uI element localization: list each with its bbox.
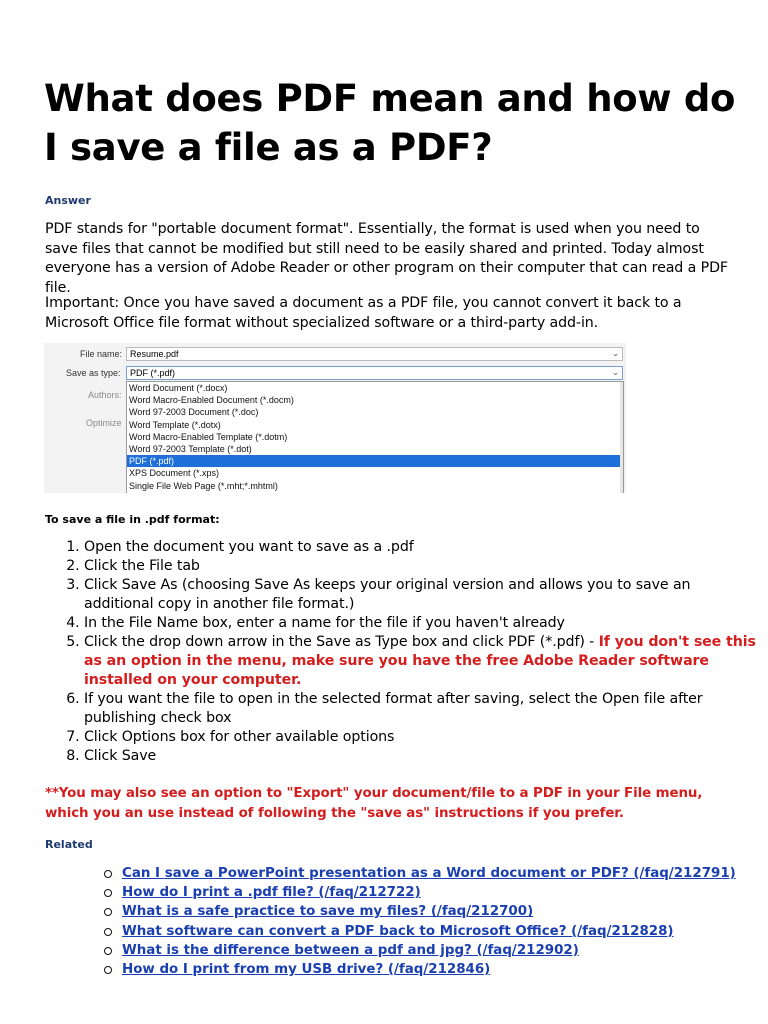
related-link[interactable]: How do I print from my USB drive? (/faq/212846) bbox=[122, 962, 491, 978]
answer-label: Answer bbox=[45, 194, 91, 207]
file-type-dropdown-list bbox=[126, 381, 624, 493]
file-name-label: File name: bbox=[80, 349, 123, 359]
step-item bbox=[84, 747, 764, 766]
important-paragraph: Important: Once you have saved a document as a PDF file, you cannot convert it back to a Microsoft Office file format without specialized software or a third-party add-in. bbox=[45, 295, 682, 331]
circle-bullet-icon bbox=[104, 966, 112, 974]
circle-bullet-icon bbox=[104, 889, 112, 897]
intro-paragraph: PDF stands for "portable document format". Essentially, the format is used when you need to save files that cannot be modified but still need to be easily shared and printed. Today almost everyone has a version of Adobe Reader or other program on their computer that can read a PDF file. bbox=[45, 221, 728, 296]
chevron-down-icon: ⌄ bbox=[612, 349, 619, 358]
circle-bullet-icon bbox=[104, 870, 112, 878]
list-item bbox=[104, 960, 736, 979]
step-item bbox=[84, 557, 764, 576]
step-item bbox=[84, 728, 764, 747]
list-item bbox=[104, 864, 736, 883]
steps-list bbox=[45, 538, 764, 766]
related-link[interactable]: What software can convert a PDF back to Microsoft Office? (/faq/212828) bbox=[122, 923, 674, 939]
file-type-option[interactable]: Word Macro-Enabled Template (*.dotm) bbox=[129, 431, 288, 442]
circle-bullet-icon bbox=[104, 928, 112, 936]
step-item bbox=[84, 614, 764, 633]
related-link[interactable]: What is a safe practice to save my files? (/faq/212700) bbox=[122, 904, 534, 920]
file-name-field[interactable] bbox=[126, 347, 623, 361]
file-type-option[interactable]: XPS Document (*.xps) bbox=[129, 468, 220, 479]
step-text: Open the document you want to save as a .pdf bbox=[84, 539, 414, 555]
file-name-value: Resume.pdf bbox=[130, 349, 179, 359]
step-text: If you want the file to open in the selected format after saving, select the Open file after publishing check box bbox=[84, 691, 703, 726]
file-type-option[interactable]: Single File Web Page (*.mht;*.mhtml) bbox=[129, 480, 278, 491]
related-label: Related bbox=[45, 838, 93, 851]
file-type-option[interactable]: Word 97-2003 Document (*.doc) bbox=[129, 407, 259, 418]
step-item bbox=[84, 633, 764, 690]
step-item bbox=[84, 576, 764, 614]
file-type-option[interactable]: Word Template (*.dotx) bbox=[129, 419, 221, 430]
step-text: Click the drop down arrow in the Save as Type box and click PDF (*.pdf) - bbox=[84, 634, 599, 650]
related-links-list bbox=[104, 864, 736, 979]
save-as-type-value: PDF (*.pdf) bbox=[130, 368, 176, 378]
steps-heading: To save a file in .pdf format: bbox=[45, 513, 220, 526]
circle-bullet-icon bbox=[104, 947, 112, 955]
file-type-option-selected[interactable]: PDF (*.pdf) bbox=[127, 455, 623, 467]
page-title: What does PDF mean and how do I save a file as a PDF? bbox=[44, 77, 736, 169]
related-link[interactable]: What is the difference between a pdf and jpg? (/faq/212902) bbox=[122, 942, 579, 958]
related-link[interactable]: Can I save a PowerPoint presentation as a Word document or PDF? (/faq/212791) bbox=[122, 866, 736, 881]
save-as-type-select[interactable] bbox=[126, 366, 623, 380]
optimize-label: Optimize bbox=[86, 418, 122, 428]
save-as-type-label: Save as type: bbox=[66, 368, 121, 378]
chevron-down-icon: ⌄ bbox=[612, 368, 619, 377]
authors-label: Authors: bbox=[88, 390, 122, 400]
list-item bbox=[104, 883, 736, 902]
save-as-dialog-image bbox=[44, 343, 626, 493]
list-item bbox=[104, 922, 736, 941]
step-text: Click Save bbox=[84, 748, 157, 764]
step-item bbox=[84, 690, 764, 728]
step-item bbox=[84, 538, 764, 557]
file-type-option[interactable]: Word Document (*.docx) bbox=[129, 383, 228, 393]
list-scrollbar[interactable] bbox=[620, 382, 623, 493]
step-text: Click Save As (choosing Save As keeps your original version and allows you to save an additional copy in another file format.) bbox=[84, 577, 691, 612]
step-text: Click Options box for other available options bbox=[84, 729, 395, 745]
circle-bullet-icon bbox=[104, 908, 112, 916]
file-type-option[interactable]: Word 97-2003 Template (*.dot) bbox=[129, 443, 252, 454]
related-link[interactable]: How do I print a .pdf file? (/faq/212722) bbox=[122, 885, 421, 901]
list-item bbox=[104, 902, 736, 921]
file-type-option[interactable]: Word Macro-Enabled Document (*.docm) bbox=[129, 395, 294, 406]
export-note: **You may also see an option to "Export" your document/file to a PDF in your File menu, which you an use instead of following the "save as" instructions if you prefer. bbox=[45, 786, 703, 821]
step-text: Click the File tab bbox=[84, 558, 200, 574]
step-warning: If you don't see this as an option in the menu, make sure you have the free Adobe Reader software installed on your computer. bbox=[84, 634, 756, 688]
list-item bbox=[104, 941, 736, 960]
step-text: In the File Name box, enter a name for the file if you haven't already bbox=[84, 615, 565, 631]
